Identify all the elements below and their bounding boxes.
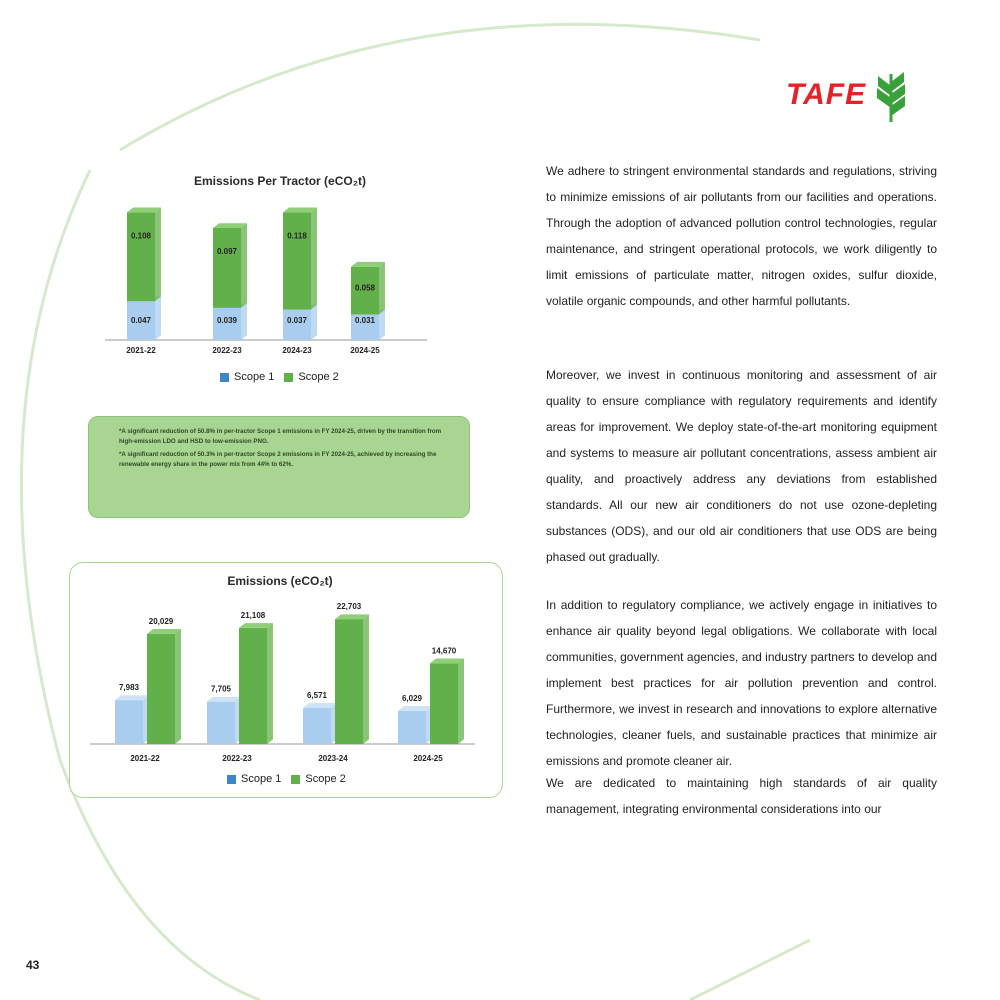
label-scope2-2024-23: 0.118	[287, 231, 307, 241]
bar-scope1-2023-24	[303, 703, 337, 744]
legend-scope1: Scope 1	[220, 371, 274, 383]
label-scope2-2022-23: 21,108	[240, 610, 266, 620]
paragraph-1: We adhere to stringent environmental standards and regulations, striving to minimize emissions of air pollutants from our facilities and operations. Through the adoption of advanced pollution control technologies, regular maintenance, and stringent operational protocols, we work diligently to limit emissions of particulate matter, nitrogen oxides, sulfur dioxide, volatile organic compounds, and other harmful pollutants.	[546, 164, 937, 308]
paragraph-2: Moreover, we invest in continuous monitoring and assessment of air quality to ensure compliance with regulatory requirements and identify areas for improvement. We deploy state-of-the-art monitoring equipment and systems to measure air pollutant concentrations, assess ambient air quality, and proactively address any deviations from established standards. All our new air conditioners do not use ozone-depleting substances (ODS), and our old air conditioners that use ODS are being phased out gradually.	[546, 368, 937, 564]
legend-scope2: Scope 2	[284, 371, 338, 383]
label-scope1-2024-25: 6,029	[401, 693, 423, 703]
chart2-legend	[227, 773, 346, 785]
paragraph-3: In addition to regulatory compliance, we actively engage in initiatives to enhance air quality beyond legal obligations. We collaborate with local communities, government agencies, and industry partners to develop and implement best practices for air pollution prevention and control. Furthermore, we invest in research and innovations to explore alternative technologies, cleaner fuels, and sustainable practices that minimize air emissions and promote cleaner air.	[546, 598, 937, 768]
bar-scope1-2021-22	[115, 695, 149, 744]
note-scope2: *A significant reduction of 50.3% in per-tractor Scope 2 emissions in FY 2024-25, achieved by increasing the renewable energy share in the power mix from 44% to 62%.	[119, 451, 437, 468]
tick-2022-23: 2022-23	[222, 754, 252, 763]
tick-2024-25: 2024-25	[350, 346, 380, 355]
label-scope2-2021-22: 0.108	[130, 231, 152, 241]
label-scope1-2024-23: 0.037	[286, 316, 308, 325]
bar-scope2-2024-23	[283, 208, 317, 310]
chart1-title: Emissions Per Tractor (eCO₂t)	[193, 174, 367, 188]
bar-scope2-2023-24	[335, 614, 369, 744]
brand-name: TAFE	[786, 78, 867, 111]
label-scope1-2021-22: 7,983	[118, 683, 140, 693]
bar-scope1-2022-23	[207, 697, 241, 744]
paragraph-4: We are dedicated to maintaining high standards of air quality management, integrating environmental considerations into our	[546, 776, 937, 816]
label-scope2-2024-25: 0.058	[354, 283, 376, 293]
label-scope2-2022-23: 0.097	[216, 247, 238, 256]
bar-scope1-2024-25	[398, 706, 432, 744]
page-number: 43	[26, 958, 40, 972]
tick-2021-22: 2021-22	[126, 346, 156, 355]
label-scope2-2024-25: 14,670	[431, 646, 457, 656]
note-scope1: *A significant reduction of 50.8% in per-tractor Scope 1 emissions in FY 2024-25, driven by the transition from high-emission LDO and HSD to low-emission PNG.	[119, 428, 442, 445]
chart1-plot	[105, 190, 435, 360]
bar-scope2-2021-22	[127, 208, 161, 302]
label-scope1-2021-22: 0.047	[130, 316, 152, 325]
tick-2022-23: 2022-23	[212, 346, 242, 355]
label-scope2-2021-22: 20,029	[148, 616, 174, 626]
chart2-plot	[90, 592, 480, 768]
label-scope2-2023-24: 22,703	[336, 602, 362, 612]
bar-scope2-2024-25	[430, 659, 464, 744]
label-scope1-2022-23: 7,705	[210, 684, 232, 694]
legend-scope1: Scope 1	[227, 773, 281, 785]
bar-scope2-2022-23	[213, 223, 247, 308]
bar-scope2-2022-23	[239, 623, 273, 744]
tick-2023-24: 2023-24	[318, 754, 348, 763]
chart1-legend	[220, 371, 339, 383]
tick-2021-22: 2021-22	[130, 754, 160, 763]
legend-scope2: Scope 2	[291, 773, 345, 785]
label-scope1-2022-23: 0.039	[216, 316, 238, 325]
bar-scope2-2021-22	[147, 629, 181, 744]
note-box	[88, 416, 470, 518]
tick-2024-23: 2024-23	[282, 346, 312, 355]
label-scope1-2023-24: 6,571	[306, 690, 328, 700]
chart2-title: Emissions (eCO₂t)	[227, 574, 333, 588]
leaf-logo-icon	[874, 68, 908, 122]
tick-2024-25: 2024-25	[413, 754, 443, 763]
tafe-logo	[786, 68, 908, 122]
label-scope1-2024-25: 0.031	[354, 316, 376, 325]
